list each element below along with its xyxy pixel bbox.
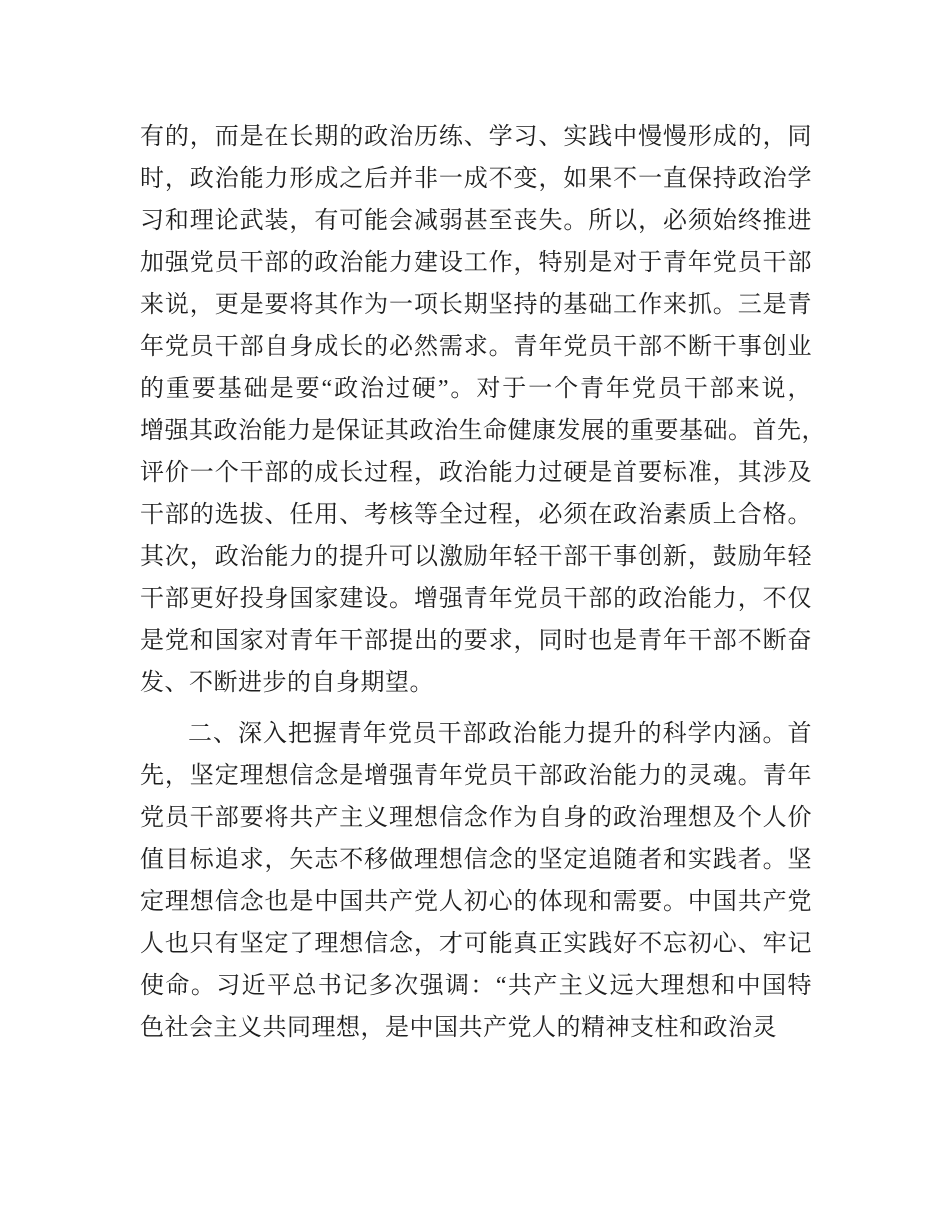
text-line: 二、深入把握青年党员干部政治能力提升的科学内涵。首 <box>188 721 812 747</box>
text-line: 人也只有坚定了理想信念，才可能真正实践好不忘初心、牢记 <box>140 931 812 957</box>
text-line: 干部的选拔、任用、考核等全过程，必须在政治素质上合格。 <box>140 502 812 528</box>
text-line: 来说，更是要将其作为一项长期坚持的基础工作来抓。三是青 <box>140 292 812 318</box>
text-line: 干部更好投身国家建设。增强青年党员干部的政治能力，不仅 <box>140 586 812 612</box>
text-line: 评价一个干部的成长过程，政治能力过硬是首要标准，其涉及 <box>140 460 812 486</box>
text-line: 增强其政治能力是保证其政治生命健康发展的重要基础。首先， <box>140 418 826 444</box>
text-line: 色社会主义共同理想，是中国共产党人的精神支柱和政治灵 <box>140 1015 777 1041</box>
text-line: 时，政治能力形成之后并非一成不变，如果不一直保持政治学 <box>140 166 812 192</box>
text-line: 有的，而是在长期的政治历练、学习、实践中慢慢形成的，同 <box>140 124 812 150</box>
text-line: 加强党员干部的政治能力建设工作，特别是对于青年党员干部 <box>140 250 812 276</box>
text-line: 值目标追求，矢志不移做理想信念的坚定追随者和实践者。坚 <box>140 847 812 873</box>
text-line: 是党和国家对青年干部提出的要求，同时也是青年干部不断奋 <box>140 628 812 654</box>
paragraph <box>140 116 826 704</box>
text-line: 党员干部要将共产主义理想信念作为自身的政治理想及个人价 <box>140 805 812 831</box>
text-line: 使命。习近平总书记多次强调：“共产主义远大理想和中国特 <box>140 973 812 999</box>
paragraph <box>140 713 812 1049</box>
text-line: 的重要基础是要“政治过硬”。对于一个青年党员干部来说， <box>140 376 812 402</box>
text-line: 发、不断进步的自身期望。 <box>140 670 434 696</box>
text-line: 先，坚定理想信念是增强青年党员干部政治能力的灵魂。青年 <box>140 763 812 789</box>
document-body <box>140 116 826 1049</box>
text-line: 年党员干部自身成长的必然需求。青年党员干部不断干事创业 <box>140 334 812 360</box>
text-line: 定理想信念也是中国共产党人初心的体现和需要。中国共产党 <box>140 889 812 915</box>
text-line: 其次，政治能力的提升可以激励年轻干部干事创新，鼓励年轻 <box>140 544 812 570</box>
text-line: 习和理论武装，有可能会减弱甚至丧失。所以，必须始终推进 <box>140 208 812 234</box>
